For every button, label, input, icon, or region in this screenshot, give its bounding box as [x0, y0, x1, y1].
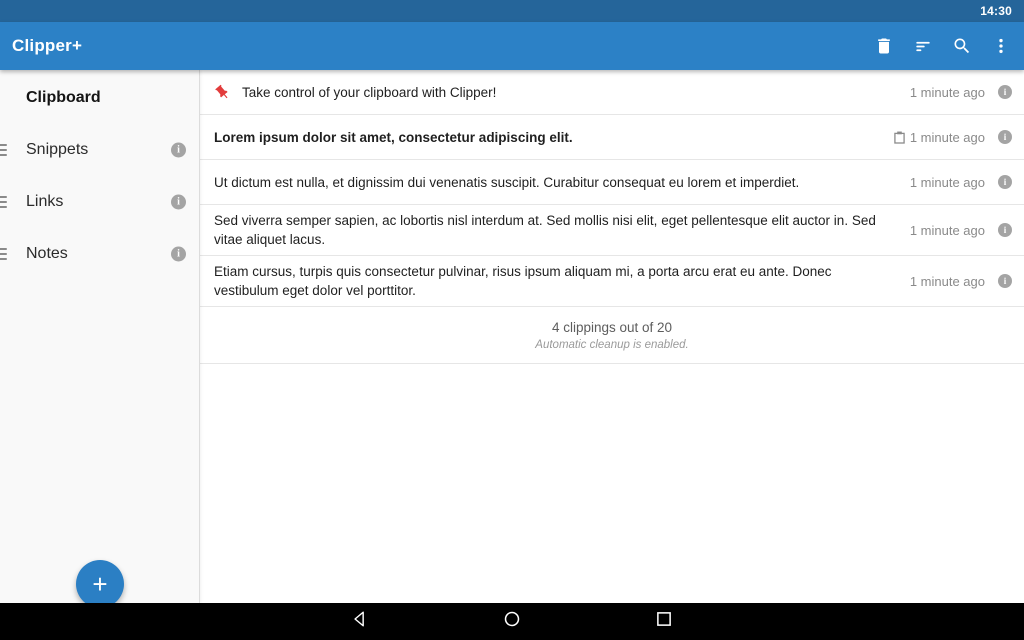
sidebar-item-snippets[interactable]	[0, 124, 199, 176]
sidebar-item-notes[interactable]	[0, 228, 199, 280]
clipping-timestamp: 1 minute ago	[909, 174, 985, 190]
sort-icon	[913, 36, 933, 56]
cleanup-status: Automatic cleanup is enabled.	[535, 339, 689, 351]
clipping-timestamp: 1 minute ago	[909, 129, 985, 145]
pin-icon	[214, 84, 242, 101]
clipping-row[interactable]	[200, 160, 1024, 205]
clipping-timestamp: 1 minute ago	[909, 273, 985, 289]
clipping-text: Sed viverra semper sapien, ac lobortis nisl interdum at. Sed mollis nisi elit, eget pellentesque elit auctor in. Sed vitae aliquet lacus.	[214, 213, 876, 247]
sidebar-item-label: Notes	[26, 245, 68, 262]
info-icon[interactable]: i	[998, 85, 1012, 99]
back-button[interactable]	[340, 603, 380, 640]
info-icon[interactable]: i	[998, 130, 1012, 144]
clipping-timestamp: 1 minute ago	[909, 222, 985, 238]
search-button[interactable]	[949, 26, 975, 66]
recents-icon	[655, 610, 673, 633]
sort-button[interactable]	[910, 26, 936, 66]
app-body	[0, 70, 1024, 603]
clipping-row-current[interactable]	[200, 115, 1024, 160]
list-footer	[200, 307, 1024, 364]
app-bar-actions	[858, 26, 1014, 66]
info-icon[interactable]: i	[998, 274, 1012, 288]
back-icon	[351, 610, 369, 633]
plus-icon: +	[92, 569, 108, 599]
search-icon	[952, 36, 972, 56]
drag-handle-icon	[0, 248, 7, 260]
drag-handle-icon	[0, 144, 7, 156]
info-icon[interactable]: i	[171, 143, 186, 158]
drag-handle-icon	[0, 196, 7, 208]
sidebar-item-label: Snippets	[26, 141, 89, 158]
clipping-text: Etiam cursus, turpis quis consectetur pulvinar, risus ipsum aliquam mi, a porta arcu erat eu ante. Donec vestibulum eget dolor vel porttitor.	[214, 264, 832, 298]
add-clipping-fab[interactable]	[76, 560, 124, 603]
android-nav-bar	[0, 603, 1024, 640]
delete-button[interactable]	[871, 26, 897, 66]
sidebar-item-label: Clipboard	[26, 89, 101, 106]
on-clipboard-icon	[894, 131, 905, 144]
app-title: Clipper+	[12, 36, 83, 55]
overflow-menu-icon	[991, 36, 1011, 56]
sidebar-item-links[interactable]	[0, 176, 199, 228]
info-icon[interactable]: i	[998, 223, 1012, 237]
clipping-row-pinned[interactable]	[200, 70, 1024, 115]
info-icon[interactable]: i	[171, 195, 186, 210]
clipping-text: Take control of your clipboard with Clipper!	[242, 84, 497, 100]
info-icon[interactable]: i	[171, 247, 186, 262]
sidebar	[0, 70, 200, 603]
overflow-menu-button[interactable]	[988, 26, 1014, 66]
clipping-timestamp: 1 minute ago	[909, 84, 985, 100]
sidebar-item-label: Links	[26, 193, 64, 210]
clipping-text: Ut dictum est nulla, et dignissim dui venenatis suscipit. Curabitur consequat eu lorem et imperdiet.	[214, 174, 800, 190]
status-bar	[0, 0, 1024, 22]
clippings-count: 4 clippings out of 20	[551, 320, 673, 335]
clipping-text: Lorem ipsum dolor sit amet, consectetur adipiscing elit.	[214, 129, 573, 145]
recents-button[interactable]	[644, 603, 684, 640]
clipping-list	[200, 70, 1024, 603]
trash-icon	[874, 36, 894, 56]
clipping-row[interactable]	[200, 205, 1024, 256]
clock: 14:30	[980, 4, 1012, 18]
sidebar-item-clipboard[interactable]	[0, 72, 199, 124]
app-bar	[0, 22, 1024, 70]
clipping-row[interactable]	[200, 256, 1024, 307]
home-button[interactable]	[492, 603, 532, 640]
home-icon	[503, 610, 521, 633]
info-icon[interactable]: i	[998, 175, 1012, 189]
